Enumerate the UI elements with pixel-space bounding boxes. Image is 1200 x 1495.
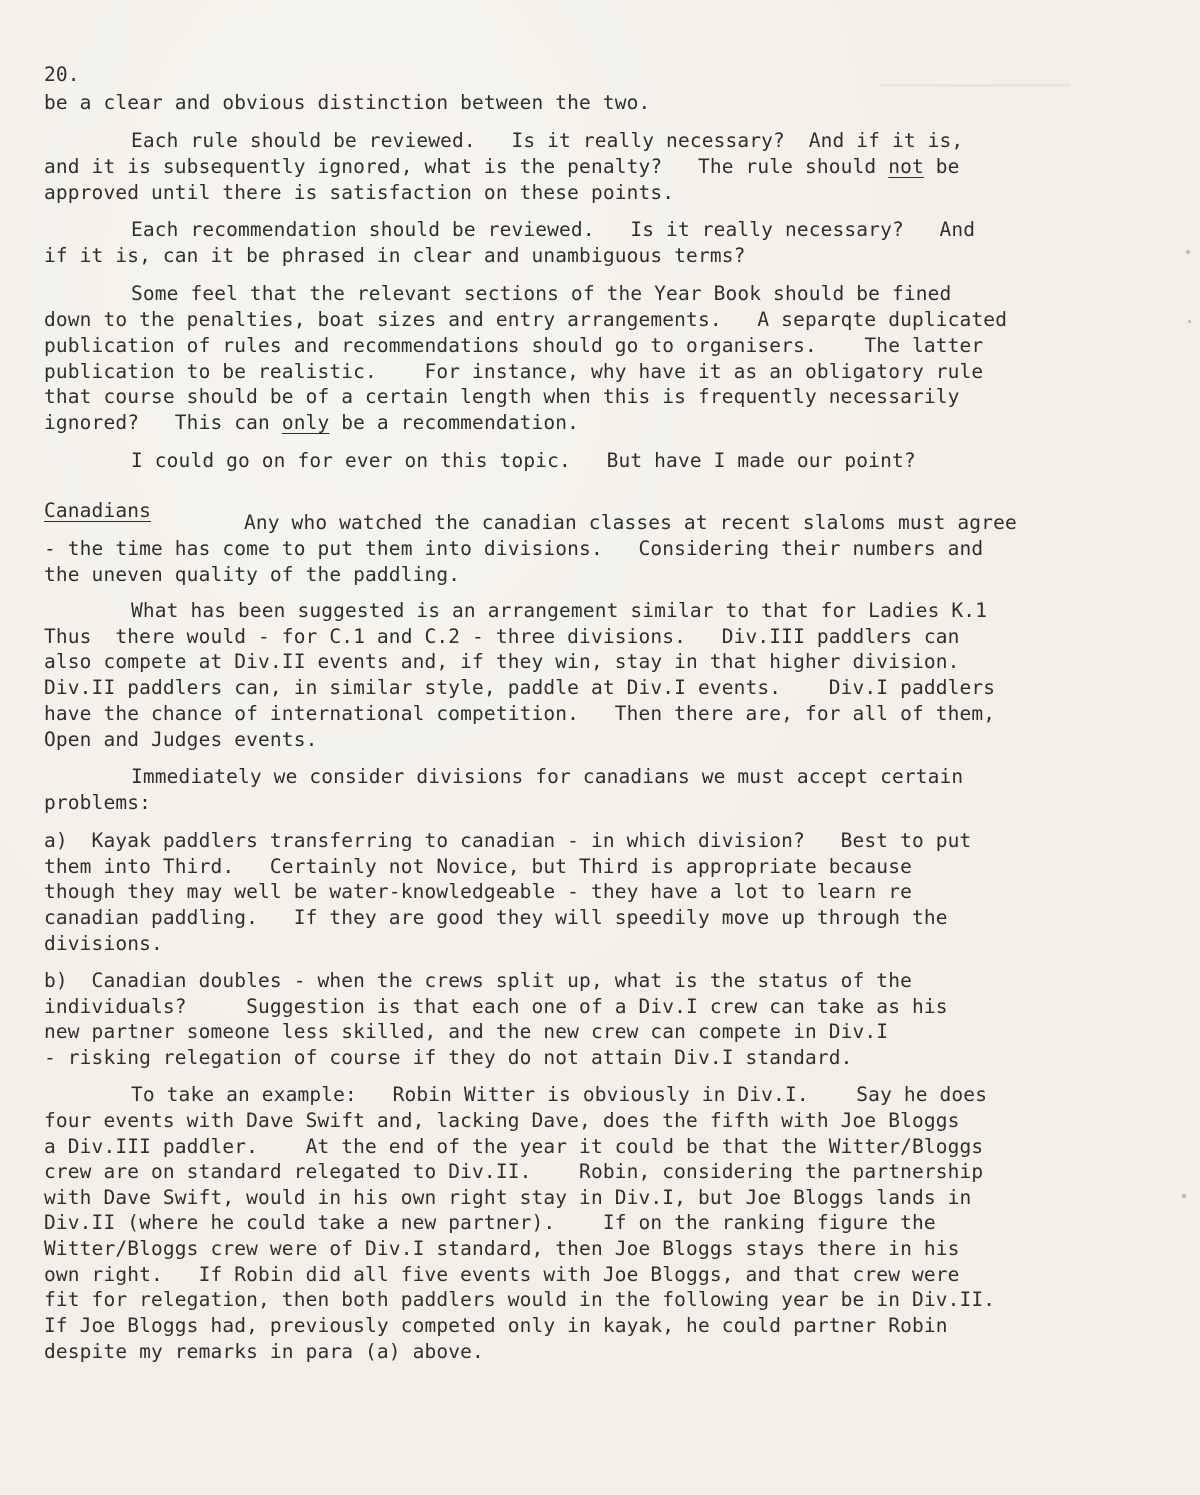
text-line: Thus there would - for C.1 and C.2 - three divisions. Div.III paddlers can: [44, 625, 960, 648]
text-line: that course should be of a certain length when this is frequently necessarily: [44, 385, 960, 408]
text-line: If Joe Bloggs had, previously competed only in kayak, he could partner Robin: [44, 1314, 948, 1337]
text-line: down to the penalties, boat sizes and entry arrangements. A separqte duplicated: [44, 308, 1008, 331]
text-line: Immediately we consider divisions for canadians we must accept certain: [131, 765, 964, 788]
text-segment: be a recommendation.: [329, 411, 580, 434]
show-through-mark: [880, 84, 1070, 87]
text-line: own right. If Robin did all five events with Joe Bloggs, and that crew were: [44, 1263, 960, 1286]
text-line: Div.II (where he could take a new partner). If on the ranking figure the: [44, 1211, 936, 1234]
text-line: crew are on standard relegated to Div.II. Robin, considering the partnership: [44, 1160, 984, 1183]
text-line: the uneven quality of the paddling.: [44, 563, 461, 586]
margin-speck: [1186, 250, 1190, 254]
text-line: also compete at Div.II events and, if they win, stay in that higher division.: [44, 650, 960, 673]
text-line: To take an example: Robin Witter is obviously in Div.I. Say he does: [131, 1083, 988, 1106]
text-line: fit for relegation, then both paddlers would in the following year be in Div.II.: [44, 1288, 996, 1311]
text-line: Div.II paddlers can, in similar style, paddle at Div.I events. Div.I paddlers: [44, 676, 996, 699]
text-line: a) Kayak paddlers transferring to canadian - in which division? Best to put: [44, 829, 972, 852]
underlined-word: only: [281, 411, 330, 434]
text-line: Each rule should be reviewed. Is it really necessary? And if it is,: [131, 129, 964, 152]
text-line: b) Canadian doubles - when the crews split up, what is the status of the: [44, 969, 912, 992]
text-line: though they may well be water-knowledgeable - they have a lot to learn re: [44, 880, 912, 903]
text-line: Some feel that the relevant sections of the Year Book should be fined: [131, 282, 952, 305]
text-segment: and it is subsequently ignored, what is the penalty? The rule should: [44, 155, 877, 178]
text-line: canadian paddling. If they are good they will speedily move up through the: [44, 906, 948, 929]
text-line: I could go on for ever on this topic. But have I made our point?: [131, 449, 916, 472]
text-line: Any who watched the canadian classes at recent slaloms must agree: [244, 511, 1017, 534]
text-line: a Div.III paddler. At the end of the year it could be that the Witter/Bloggs: [44, 1135, 984, 1158]
text-line: [44, 410, 579, 436]
text-line: with Dave Swift, would in his own right stay in Div.I, but Joe Bloggs lands in: [44, 1186, 972, 1209]
text-line: Open and Judges events.: [44, 728, 318, 751]
page-number: 20.: [44, 63, 80, 86]
margin-speck: [1188, 320, 1191, 323]
text-line: Witter/Bloggs crew were of Div.I standard, then Joe Bloggs stays there in his: [44, 1237, 960, 1260]
text-line: - risking relegation of course if they do not attain Div.I standard.: [44, 1046, 853, 1069]
text-line: approved until there is satisfaction on these points.: [44, 181, 675, 204]
text-line: have the chance of international competition. Then there are, for all of them,: [44, 702, 996, 725]
text-line: - the time has come to put them into divisions. Considering their numbers and: [44, 537, 984, 560]
text-line: be a clear and obvious distinction between the two.: [44, 91, 651, 114]
text-line: Each recommendation should be reviewed. Is it really necessary? And: [131, 218, 976, 241]
text-line: publication of rules and recommendations should go to organisers. The latter: [44, 334, 984, 357]
text-line: What has been suggested is an arrangement similar to that for Ladies K.1: [131, 599, 988, 622]
text-line: individuals? Suggestion is that each one of a Div.I crew can take as his: [44, 995, 948, 1018]
text-line: [44, 154, 960, 180]
text-line: new partner someone less skilled, and the new crew can compete in Div.I: [44, 1020, 889, 1043]
underlined-word: not: [888, 155, 924, 178]
text-line: if it is, can it be phrased in clear and unambiguous terms?: [44, 244, 746, 267]
text-segment: ignored? This can: [44, 411, 282, 434]
text-line: four events with Dave Swift and, lacking Dave, does the fifth with Joe Bloggs: [44, 1109, 960, 1132]
section-heading: Canadians: [44, 499, 152, 522]
text-segment: be: [923, 155, 960, 178]
text-line: them into Third. Certainly not Novice, but Third is appropriate because: [44, 855, 912, 878]
text-line: despite my remarks in para (a) above.: [44, 1340, 484, 1363]
text-line: publication to be realistic. For instance, why have it as an obligatory rule: [44, 360, 984, 383]
text-line: problems:: [44, 791, 152, 814]
margin-speck: [1182, 1194, 1186, 1198]
text-line: divisions.: [44, 932, 163, 955]
